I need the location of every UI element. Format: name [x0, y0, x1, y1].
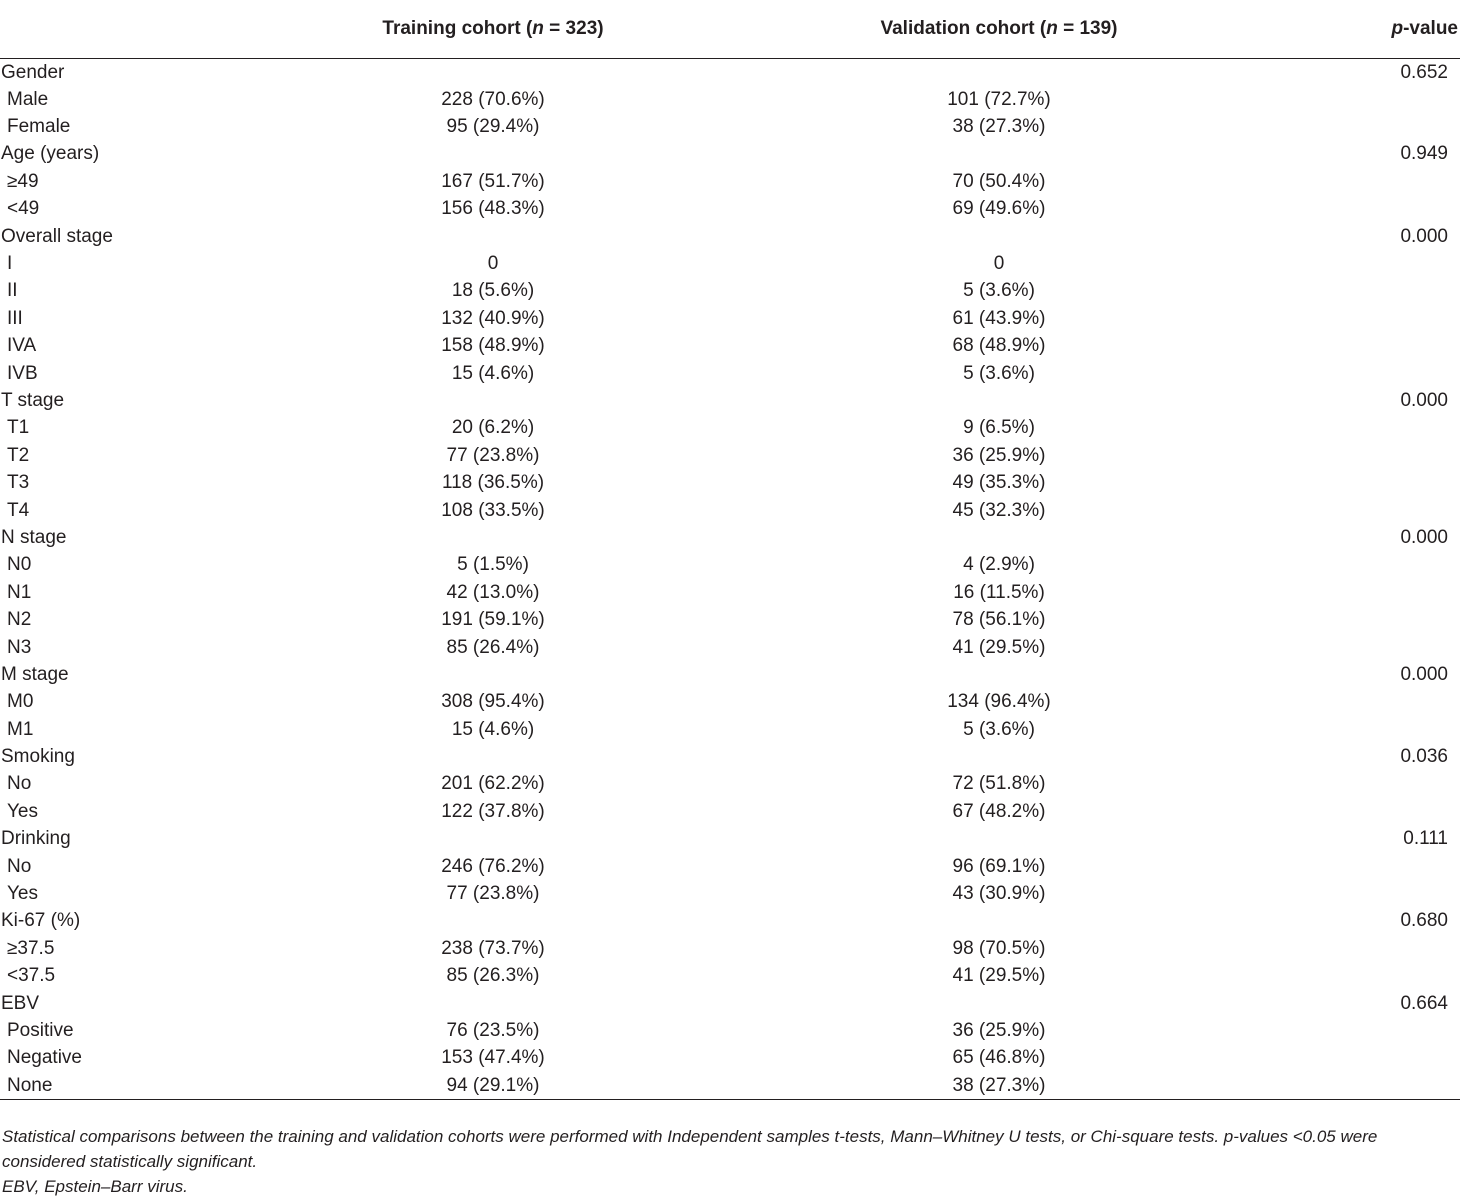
p-value: 0.000	[1400, 526, 1448, 548]
table-body	[0, 58, 1460, 1099]
validation-value: 67 (48.2%)	[952, 800, 1046, 822]
p-value	[1302, 469, 1460, 496]
validation-value: 98 (70.5%)	[952, 937, 1046, 959]
header-training-cohort: Training cohort (n = 323)	[290, 0, 696, 58]
row-label: III	[7, 307, 23, 329]
table-row-subcategory	[0, 798, 1460, 825]
training-value: 77 (23.8%)	[446, 883, 540, 905]
row-label: M1	[7, 718, 34, 740]
p-value	[1302, 606, 1460, 633]
validation-value	[696, 661, 1302, 688]
table-row-subcategory	[0, 168, 1460, 195]
row-label: N stage	[1, 526, 67, 548]
validation-value: 70 (50.4%)	[952, 170, 1046, 192]
p-value	[1302, 113, 1460, 140]
training-value: 153 (47.4%)	[441, 1047, 545, 1069]
header-row	[0, 0, 1460, 58]
row-label: T stage	[1, 389, 65, 411]
training-value: 85 (26.3%)	[446, 965, 540, 987]
p-value	[1302, 305, 1460, 332]
table-footnotes	[2, 1124, 1458, 1199]
validation-value: 5 (3.6%)	[963, 718, 1035, 740]
p-value	[1302, 359, 1460, 386]
table-row-variable	[0, 989, 1460, 1016]
row-label: N0	[7, 554, 32, 576]
p-value	[1302, 579, 1460, 606]
validation-value: 41 (29.5%)	[952, 636, 1046, 658]
training-value: 20 (6.2%)	[451, 417, 535, 439]
training-value	[290, 140, 696, 167]
p-value: 0.000	[1400, 389, 1448, 411]
validation-value	[696, 524, 1302, 551]
validation-value: 65 (46.8%)	[952, 1047, 1046, 1069]
validation-value	[696, 58, 1302, 86]
row-label: Female	[7, 116, 71, 138]
table-row-variable	[0, 825, 1460, 852]
row-label: T3	[7, 472, 30, 494]
training-value: 132 (40.9%)	[441, 307, 545, 329]
p-value	[1302, 935, 1460, 962]
table-row-variable	[0, 907, 1460, 934]
row-label: T1	[7, 417, 30, 439]
row-label: No	[7, 855, 32, 877]
table-row-subcategory	[0, 1017, 1460, 1044]
p-value	[1302, 1072, 1460, 1100]
row-label: T2	[7, 444, 30, 466]
table-row-subcategory	[0, 1044, 1460, 1071]
training-value	[290, 661, 696, 688]
p-value	[1302, 798, 1460, 825]
table-row-subcategory	[0, 1072, 1460, 1100]
p-value	[1302, 688, 1460, 715]
row-label: None	[0, 1072, 290, 1100]
validation-value: 69 (49.6%)	[952, 198, 1046, 220]
table-row-subcategory	[0, 250, 1460, 277]
training-value: 246 (76.2%)	[441, 855, 545, 877]
training-value	[290, 743, 696, 770]
header-validation-cohort: Validation cohort (n = 139)	[696, 0, 1302, 58]
p-value	[1302, 86, 1460, 113]
validation-value: 16 (11.5%)	[953, 581, 1045, 603]
validation-value: 0	[993, 253, 1005, 275]
validation-value	[696, 140, 1302, 167]
table-row-subcategory	[0, 496, 1460, 523]
p-value	[1302, 332, 1460, 359]
validation-value: 9 (6.5%)	[963, 417, 1035, 439]
validation-value: 61 (43.9%)	[952, 307, 1046, 329]
row-label: N2	[7, 609, 32, 631]
training-value: 108 (33.5%)	[441, 499, 545, 521]
row-label: IVB	[7, 362, 38, 384]
table-row-subcategory	[0, 86, 1460, 113]
validation-value: 45 (32.3%)	[952, 499, 1046, 521]
p-value	[1302, 551, 1460, 578]
validation-value: 5 (3.6%)	[963, 280, 1035, 302]
training-value	[290, 58, 696, 86]
validation-value: 38 (27.3%)	[696, 1072, 1302, 1100]
table-row-variable	[0, 58, 1460, 86]
p-value: 0.652	[1400, 61, 1448, 83]
validation-value: 68 (48.9%)	[952, 335, 1046, 357]
p-value	[1302, 414, 1460, 441]
row-label: M stage	[1, 663, 69, 685]
row-label: Ki-67 (%)	[1, 910, 81, 932]
p-value: 0.000	[1400, 225, 1448, 247]
table-row-subcategory	[0, 195, 1460, 222]
table-row-subcategory	[0, 305, 1460, 332]
row-label: T4	[7, 499, 30, 521]
p-value: 0.949	[1400, 143, 1448, 165]
training-value	[290, 387, 696, 414]
training-value: 76 (23.5%)	[446, 1019, 540, 1041]
row-label: Yes	[7, 800, 38, 822]
row-label: Age (years)	[1, 143, 100, 165]
validation-value: 49 (35.3%)	[952, 472, 1046, 494]
training-value: 167 (51.7%)	[441, 170, 545, 192]
validation-value	[696, 989, 1302, 1016]
table-row-subcategory	[0, 770, 1460, 797]
p-value: 0.111	[1403, 828, 1448, 850]
training-value: 118 (36.5%)	[441, 472, 545, 494]
table-row-subcategory	[0, 880, 1460, 907]
table-row-subcategory	[0, 715, 1460, 742]
row-label: Smoking	[1, 746, 75, 768]
validation-value: 38 (27.3%)	[952, 116, 1046, 138]
training-value: 42 (13.0%)	[446, 581, 540, 603]
training-value	[290, 907, 696, 934]
training-value: 308 (95.4%)	[441, 691, 545, 713]
footnote-abbreviation: EBV, Epstein–Barr virus.	[2, 1177, 188, 1196]
training-value: 77 (23.8%)	[446, 444, 540, 466]
row-label: Overall stage	[1, 225, 113, 247]
table-row-subcategory	[0, 852, 1460, 879]
training-value: 94 (29.1%)	[290, 1072, 696, 1100]
row-label: Gender	[1, 61, 65, 83]
p-value	[1302, 633, 1460, 660]
table-row-subcategory	[0, 113, 1460, 140]
table-row-subcategory	[0, 469, 1460, 496]
training-value: 122 (37.8%)	[441, 800, 545, 822]
p-value	[1302, 1017, 1460, 1044]
p-value: 0.036	[1400, 746, 1448, 768]
p-value	[1302, 442, 1460, 469]
table-row-subcategory	[0, 442, 1460, 469]
training-value: 156 (48.3%)	[441, 198, 545, 220]
header-p-value: p-value	[1302, 0, 1460, 58]
row-label: Yes	[7, 883, 38, 905]
table-row-variable	[0, 140, 1460, 167]
validation-value: 78 (56.1%)	[952, 609, 1046, 631]
table-row-variable	[0, 524, 1460, 551]
validation-value	[696, 222, 1302, 249]
p-value	[1302, 496, 1460, 523]
validation-value: 134 (96.4%)	[947, 691, 1051, 713]
table-row-subcategory	[0, 332, 1460, 359]
training-value: 201 (62.2%)	[441, 773, 545, 795]
validation-value: 5 (3.6%)	[963, 362, 1035, 384]
validation-value	[696, 825, 1302, 852]
validation-value: 36 (25.9%)	[952, 444, 1046, 466]
p-value	[1302, 195, 1460, 222]
p-value	[1302, 250, 1460, 277]
table-row-variable	[0, 387, 1460, 414]
row-label: Male	[7, 88, 49, 110]
row-label: Negative	[7, 1047, 82, 1069]
training-value	[290, 222, 696, 249]
row-label: EBV	[1, 992, 40, 1014]
table-row-variable	[0, 222, 1460, 249]
validation-value: 72 (51.8%)	[952, 773, 1046, 795]
validation-value: 41 (29.5%)	[952, 965, 1046, 987]
row-label: I	[7, 253, 13, 275]
training-value: 95 (29.4%)	[446, 116, 540, 138]
row-label: Positive	[7, 1019, 74, 1041]
table-row-subcategory	[0, 277, 1460, 304]
validation-value	[696, 387, 1302, 414]
row-label: ≥49	[7, 170, 39, 192]
row-label: M0	[7, 691, 34, 713]
p-value	[1302, 168, 1460, 195]
row-label: N3	[7, 636, 32, 658]
p-value: 0.000	[1400, 663, 1448, 685]
validation-value: 43 (30.9%)	[952, 883, 1046, 905]
row-label: <49	[7, 198, 40, 220]
validation-value: 36 (25.9%)	[952, 1019, 1046, 1041]
row-label: ≥37.5	[7, 937, 55, 959]
row-label: No	[7, 773, 32, 795]
p-value	[1302, 1044, 1460, 1071]
table-row-subcategory	[0, 606, 1460, 633]
training-value	[290, 825, 696, 852]
table-header	[0, 0, 1460, 58]
training-value: 85 (26.4%)	[446, 636, 540, 658]
table-row-subcategory	[0, 935, 1460, 962]
training-value: 238 (73.7%)	[441, 937, 545, 959]
training-value: 15 (4.6%)	[451, 362, 535, 384]
validation-value	[696, 743, 1302, 770]
validation-value: 96 (69.1%)	[952, 855, 1046, 877]
training-value: 158 (48.9%)	[441, 335, 545, 357]
table-row-subcategory	[0, 688, 1460, 715]
training-value: 18 (5.6%)	[451, 280, 535, 302]
p-value: 0.664	[1400, 992, 1448, 1014]
p-value	[1302, 277, 1460, 304]
table-row-variable	[0, 661, 1460, 688]
table-row-subcategory	[0, 633, 1460, 660]
p-value	[1302, 962, 1460, 989]
table-row-subcategory	[0, 359, 1460, 386]
training-value	[290, 989, 696, 1016]
footnote-statistics: Statistical comparisons between the training and validation cohorts were performed with Independent samples t-tests, Mann–Whitney U tests, or Chi-square tests. p-values <0.05 were considered statistically significant.	[2, 1127, 1378, 1171]
training-value: 191 (59.1%)	[441, 609, 545, 631]
training-value: 228 (70.6%)	[441, 88, 545, 110]
training-value: 15 (4.6%)	[451, 718, 535, 740]
validation-value	[696, 907, 1302, 934]
table-row-variable	[0, 743, 1460, 770]
table-row-subcategory	[0, 414, 1460, 441]
training-value: 0	[487, 253, 499, 275]
p-value	[1302, 715, 1460, 742]
row-label: II	[7, 280, 18, 302]
row-label: <37.5	[7, 965, 56, 987]
row-label: N1	[7, 581, 32, 603]
p-value	[1302, 770, 1460, 797]
table-row-subcategory	[0, 579, 1460, 606]
training-value	[290, 524, 696, 551]
row-label: IVA	[7, 335, 37, 357]
training-value: 5 (1.5%)	[457, 554, 529, 576]
table-row-subcategory	[0, 551, 1460, 578]
p-value: 0.680	[1400, 910, 1448, 932]
row-label: Drinking	[1, 828, 71, 850]
p-value	[1302, 852, 1460, 879]
validation-value: 101 (72.7%)	[947, 88, 1051, 110]
header-variable	[0, 0, 290, 58]
p-value	[1302, 880, 1460, 907]
validation-value: 4 (2.9%)	[963, 554, 1035, 576]
table-row-subcategory	[0, 962, 1460, 989]
